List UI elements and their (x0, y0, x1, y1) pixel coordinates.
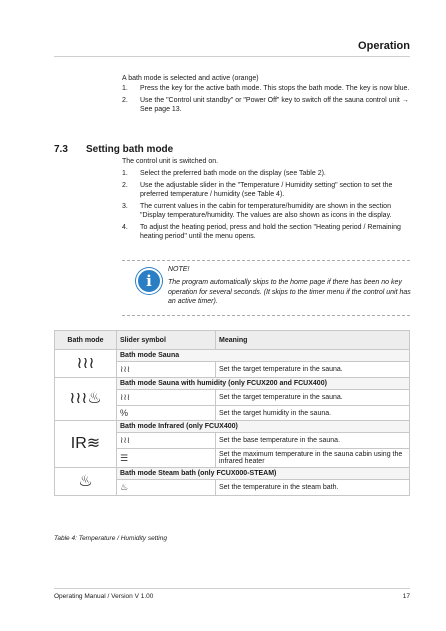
list-item: 3. The current values in the cabin for temperature/humidity are shown in the section "Display temperature/humidity. The values are also shown as icons in the display. (122, 202, 392, 219)
list-item: 4. To adjust the heating period, press and hold the section "Heating period / Remaining heating period" until the menu opens. (122, 223, 401, 240)
info-icon: i (136, 268, 162, 294)
footer-document-title: Operating Manual / Version V 1.00 (54, 593, 154, 600)
table-row (55, 350, 410, 362)
table-header-row (55, 331, 410, 350)
meaning-cell: Set the target temperature in the sauna. (216, 362, 410, 378)
note-title: NOTE! (168, 266, 190, 273)
mode-name: Bath mode Steam bath (only FCUX000-STEAM) (117, 468, 410, 480)
column-header-slider: Slider symbol (117, 331, 216, 350)
sauna-heat-icon: ≀≀≀ (55, 350, 117, 378)
header-divider (54, 56, 410, 57)
intro-text: A bath mode is selected and active (orange) (122, 75, 259, 82)
humidity-slider-icon: % (117, 406, 216, 421)
table-row (55, 468, 410, 480)
temperature-slider-icon: ≀≀≀ (117, 390, 216, 406)
column-header-mode: Bath mode (55, 331, 117, 350)
page-number: 17 (402, 593, 410, 600)
section-number: 7.3 (54, 144, 68, 155)
note-divider-bottom (122, 315, 410, 316)
temperature-slider-icon: ≀≀≀ (117, 362, 216, 378)
list-item: 2. Use the adjustable slider in the "Temperature / Humidity setting" section to set the preferred temperature / humidity (see Table 4). (122, 181, 393, 198)
section-steps (122, 169, 412, 244)
infrared-icon: IR≋ (55, 421, 117, 468)
mode-name: Bath mode Infrared (only FCUX400) (117, 421, 410, 433)
list-item: 2. Use the "Control unit standby" or "Power Off" key to switch off the sauna control unit → See page 13. (122, 96, 409, 113)
meaning-cell: Set the target temperature in the sauna. (216, 390, 410, 406)
meaning-cell: Set the target humidity in the sauna. (216, 406, 410, 421)
temperature-slider-icon: ≀≀≀ (117, 433, 216, 449)
list-item: 1. Select the preferred bath mode on the display (see Table 2). (122, 170, 326, 177)
meaning-cell: Set the maximum temperature in the sauna cabin using the infrared heater (216, 449, 410, 468)
steam-bath-icon: ♨ (55, 468, 117, 496)
table-row (55, 378, 410, 390)
sauna-humidity-icon: ≀≀≀♨ (55, 378, 117, 421)
infrared-heater-slider-icon: ☰ (117, 449, 216, 468)
table-row (55, 421, 410, 433)
bath-mode-table (54, 330, 410, 496)
section-intro: The control unit is switched on. (122, 158, 219, 165)
mode-name: Bath mode Sauna (117, 350, 410, 362)
note-divider-top (122, 260, 410, 261)
section-title: Setting bath mode (86, 144, 174, 155)
page-header-title: Operation (358, 40, 410, 52)
meaning-cell: Set the temperature in the steam bath. (216, 480, 410, 496)
list-item: 1. Press the key for the active bath mode. This stops the bath mode. The key is now blue. (122, 85, 410, 92)
column-header-meaning: Meaning (216, 331, 410, 350)
note-text: The program automatically skips to the home page if there has been no key operation for several seconds. (It skips to the timer menu if the control unit has an active timer). (168, 279, 411, 305)
steam-slider-icon: ♨ (117, 480, 216, 496)
footer-divider (54, 588, 410, 589)
mode-name: Bath mode Sauna with humidity (only FCUX200 and FCUX400) (117, 378, 410, 390)
intro-steps (122, 84, 412, 117)
table-caption: Table 4: Temperature / Humidity setting (54, 535, 167, 542)
meaning-cell: Set the base temperature in the sauna. (216, 433, 410, 449)
